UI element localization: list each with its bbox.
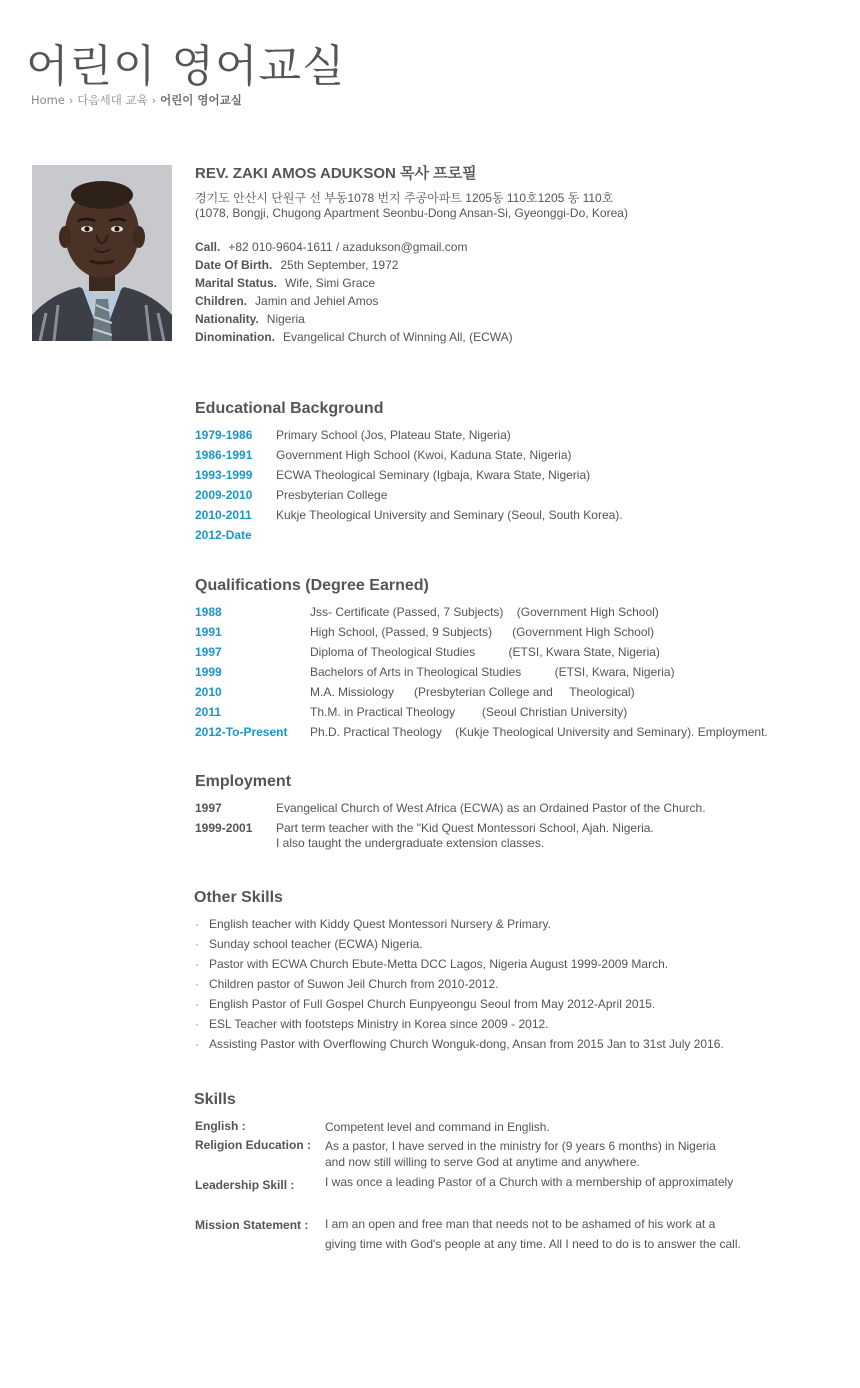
list-item — [195, 957, 668, 971]
employment-text — [276, 821, 654, 851]
education-year: 2012-Date — [195, 528, 252, 542]
education-year: 2010-2011 — [195, 508, 252, 522]
qualification-year: 1997 — [195, 645, 222, 659]
info-value: Wife, Simi Grace — [285, 276, 376, 290]
list-item-text: English teacher with Kiddy Quest Montessori Nursery & Primary. — [209, 917, 551, 931]
qualification-year: 1999 — [195, 665, 222, 679]
skill-label: Leadership Skill : — [195, 1178, 295, 1192]
qualification-row — [195, 705, 627, 719]
skill-label: English : — [195, 1119, 246, 1133]
page-title: 어린이 영어교실 — [26, 41, 346, 92]
qualification-row — [195, 665, 675, 679]
education-year: 2009-2010 — [195, 488, 253, 502]
education-text: Government High School (Kwoi, Kaduna State, Nigeria) — [276, 448, 572, 462]
info-label: Marital Status. — [195, 276, 278, 290]
info-row-call — [195, 240, 467, 254]
qualification-row — [195, 605, 659, 619]
education-row — [195, 508, 623, 522]
employment-row — [195, 801, 706, 816]
breadcrumb — [31, 92, 242, 108]
employment-row — [195, 821, 654, 851]
bullet-icon: · — [195, 1017, 199, 1031]
education-title: Educational Background — [195, 400, 384, 417]
bullet-icon: · — [195, 977, 199, 991]
skill-line: giving time with God's people at any time. All I need to do is to answer the call. — [325, 1237, 741, 1251]
qualification-row — [195, 645, 660, 659]
education-row — [195, 488, 387, 502]
qualification-text: Jss- Certificate (Passed, 7 Subjects) (Government High School) — [310, 605, 659, 619]
bullet-icon: · — [195, 957, 199, 971]
skill-row — [195, 1138, 716, 1170]
bullet-icon: · — [195, 1037, 199, 1051]
list-item-text: Children pastor of Suwon Jeil Church from 2010-2012. — [209, 977, 499, 991]
employment-text: Evangelical Church of West Africa (ECWA) as an Ordained Pastor of the Church. — [276, 801, 706, 815]
skill-label: Religion Education : — [195, 1138, 311, 1152]
qualification-row — [195, 725, 768, 739]
list-item — [195, 977, 499, 991]
profile-name: REV. ZAKI AMOS ADUKSON 목사 프로필 — [195, 165, 477, 182]
education-row — [195, 468, 590, 482]
info-row-children — [195, 294, 378, 308]
qualification-text: M.A. Missiology (Presbyterian College and Theological) — [310, 685, 635, 699]
education-row — [195, 428, 511, 442]
list-item-text: ESL Teacher with footsteps Ministry in Korea since 2009 - 2012. — [209, 1017, 549, 1031]
info-label: Date Of Birth. — [195, 258, 273, 272]
education-text: Presbyterian College — [276, 488, 388, 502]
qualifications-title: Qualifications (Degree Earned) — [195, 577, 429, 594]
breadcrumb-current: 어린이 영어교실 — [160, 93, 242, 107]
education-row — [195, 448, 571, 462]
info-row-nationality — [195, 312, 305, 326]
skill-value: Competent level and command in English. — [325, 1120, 550, 1134]
qualification-year: 2011 — [195, 705, 222, 719]
chevron-right-icon: › — [151, 93, 157, 107]
qualification-row — [195, 685, 635, 699]
skills-title: Skills — [194, 1091, 236, 1108]
info-value: +82 010-9604-1611 / azadukson@gmail.com — [228, 240, 468, 254]
skill-line: and now still willing to serve God at anytime and anywhere. — [325, 1155, 640, 1169]
skill-row — [195, 1174, 733, 1192]
info-value: Jamin and Jehiel Amos — [255, 294, 379, 308]
list-item — [195, 997, 655, 1011]
list-item — [195, 1037, 724, 1051]
info-value: Nigeria — [266, 312, 305, 326]
employment-line: I also taught the undergraduate extension classes. — [276, 836, 545, 850]
list-item-text: Assisting Pastor with Overflowing Church Wonguk-dong, Ansan from 2015 Jan to 31st July 2016. — [209, 1037, 724, 1051]
qualification-year: 1988 — [195, 605, 222, 619]
education-year: 1979-1986 — [195, 428, 253, 442]
skill-row — [195, 1119, 550, 1135]
info-row-marital — [195, 276, 375, 290]
skill-line: I am an open and free man that needs not to be ashamed of his work at a — [325, 1217, 716, 1231]
breadcrumb-next-generation[interactable]: 다음세대 교육 — [77, 93, 148, 107]
list-item — [195, 917, 551, 931]
education-text: Primary School (Jos, Plateau State, Nigeria) — [276, 428, 511, 442]
bullet-icon: · — [195, 937, 199, 951]
employment-year: 1997 — [195, 801, 222, 815]
education-row — [195, 528, 276, 542]
list-item-text: Sunday school teacher (ECWA) Nigeria. — [209, 937, 423, 951]
qualification-year: 2010 — [195, 685, 222, 699]
qualification-text: Ph.D. Practical Theology (Kukje Theological University and Seminary). Employment. — [310, 725, 768, 739]
skill-label: Mission Statement : — [195, 1218, 309, 1232]
qualification-year: 1991 — [195, 625, 222, 639]
info-value: 25th September, 1972 — [280, 258, 399, 272]
list-item — [195, 937, 423, 951]
education-year: 1993-1999 — [195, 468, 253, 482]
education-text: ECWA Theological Seminary (Igbaja, Kwara State, Nigeria) — [276, 468, 591, 482]
info-row-denomination — [195, 330, 513, 344]
employment-line: Part term teacher with the "Kid Quest Montessori School, Ajah. Nigeria. — [276, 821, 654, 835]
breadcrumb-home[interactable]: Home — [31, 93, 65, 107]
address-korean: 경기도 안산시 단원구 선 부동1078 번지 주공아파트 1205동 110호1205 동 110호 — [195, 191, 614, 205]
skill-value — [325, 1138, 716, 1170]
qualification-row — [195, 625, 654, 639]
skill-value — [325, 1214, 741, 1254]
chevron-right-icon: › — [68, 93, 74, 107]
education-year: 1986-1991 — [195, 448, 253, 462]
info-label: Nationality. — [195, 312, 259, 326]
skill-line: As a pastor, I have served in the ministry for (9 years 6 months) in Nigeria — [325, 1139, 716, 1153]
education-text: Kukje Theological University and Seminary (Seoul, South Korea). — [276, 508, 623, 522]
address-english: (1078, Bongji, Chugong Apartment Seonbu-Dong Ansan-Si, Gyeonggi-Do, Korea) — [195, 206, 628, 220]
profile-photo — [32, 165, 172, 341]
other-skills-title: Other Skills — [194, 889, 283, 906]
bullet-icon: · — [195, 917, 199, 931]
skill-row — [195, 1214, 741, 1254]
qualification-text: Bachelors of Arts in Theological Studies (ETSI, Kwara, Nigeria) — [310, 665, 675, 679]
info-label: Call. — [195, 240, 221, 254]
employment-year: 1999-2001 — [195, 821, 253, 835]
qualification-year: 2012-To-Present — [195, 725, 288, 739]
employment-title: Employment — [195, 773, 292, 790]
qualification-text: High School, (Passed, 9 Subjects) (Government High School) — [310, 625, 655, 639]
list-item-text: Pastor with ECWA Church Ebute-Metta DCC Lagos, Nigeria August 1999-2009 March. — [209, 957, 669, 971]
info-row-birth — [195, 258, 398, 272]
bullet-icon: · — [195, 997, 199, 1011]
portrait-image — [32, 165, 172, 341]
qualification-text: Th.M. in Practical Theology (Seoul Christian University) — [310, 705, 628, 719]
list-item-text: English Pastor of Full Gospel Church Eunpyeongu Seoul from May 2012-April 2015. — [209, 997, 656, 1011]
info-value: Evangelical Church of Winning All, (ECWA) — [283, 330, 513, 344]
qualification-text: Diploma of Theological Studies (ETSI, Kwara State, Nigeria) — [310, 645, 660, 659]
info-label: Children. — [195, 294, 248, 308]
skill-value: I was once a leading Pastor of a Church with a membership of approximately — [325, 1175, 734, 1189]
list-item — [195, 1017, 549, 1031]
info-label: Dinomination. — [195, 330, 275, 344]
